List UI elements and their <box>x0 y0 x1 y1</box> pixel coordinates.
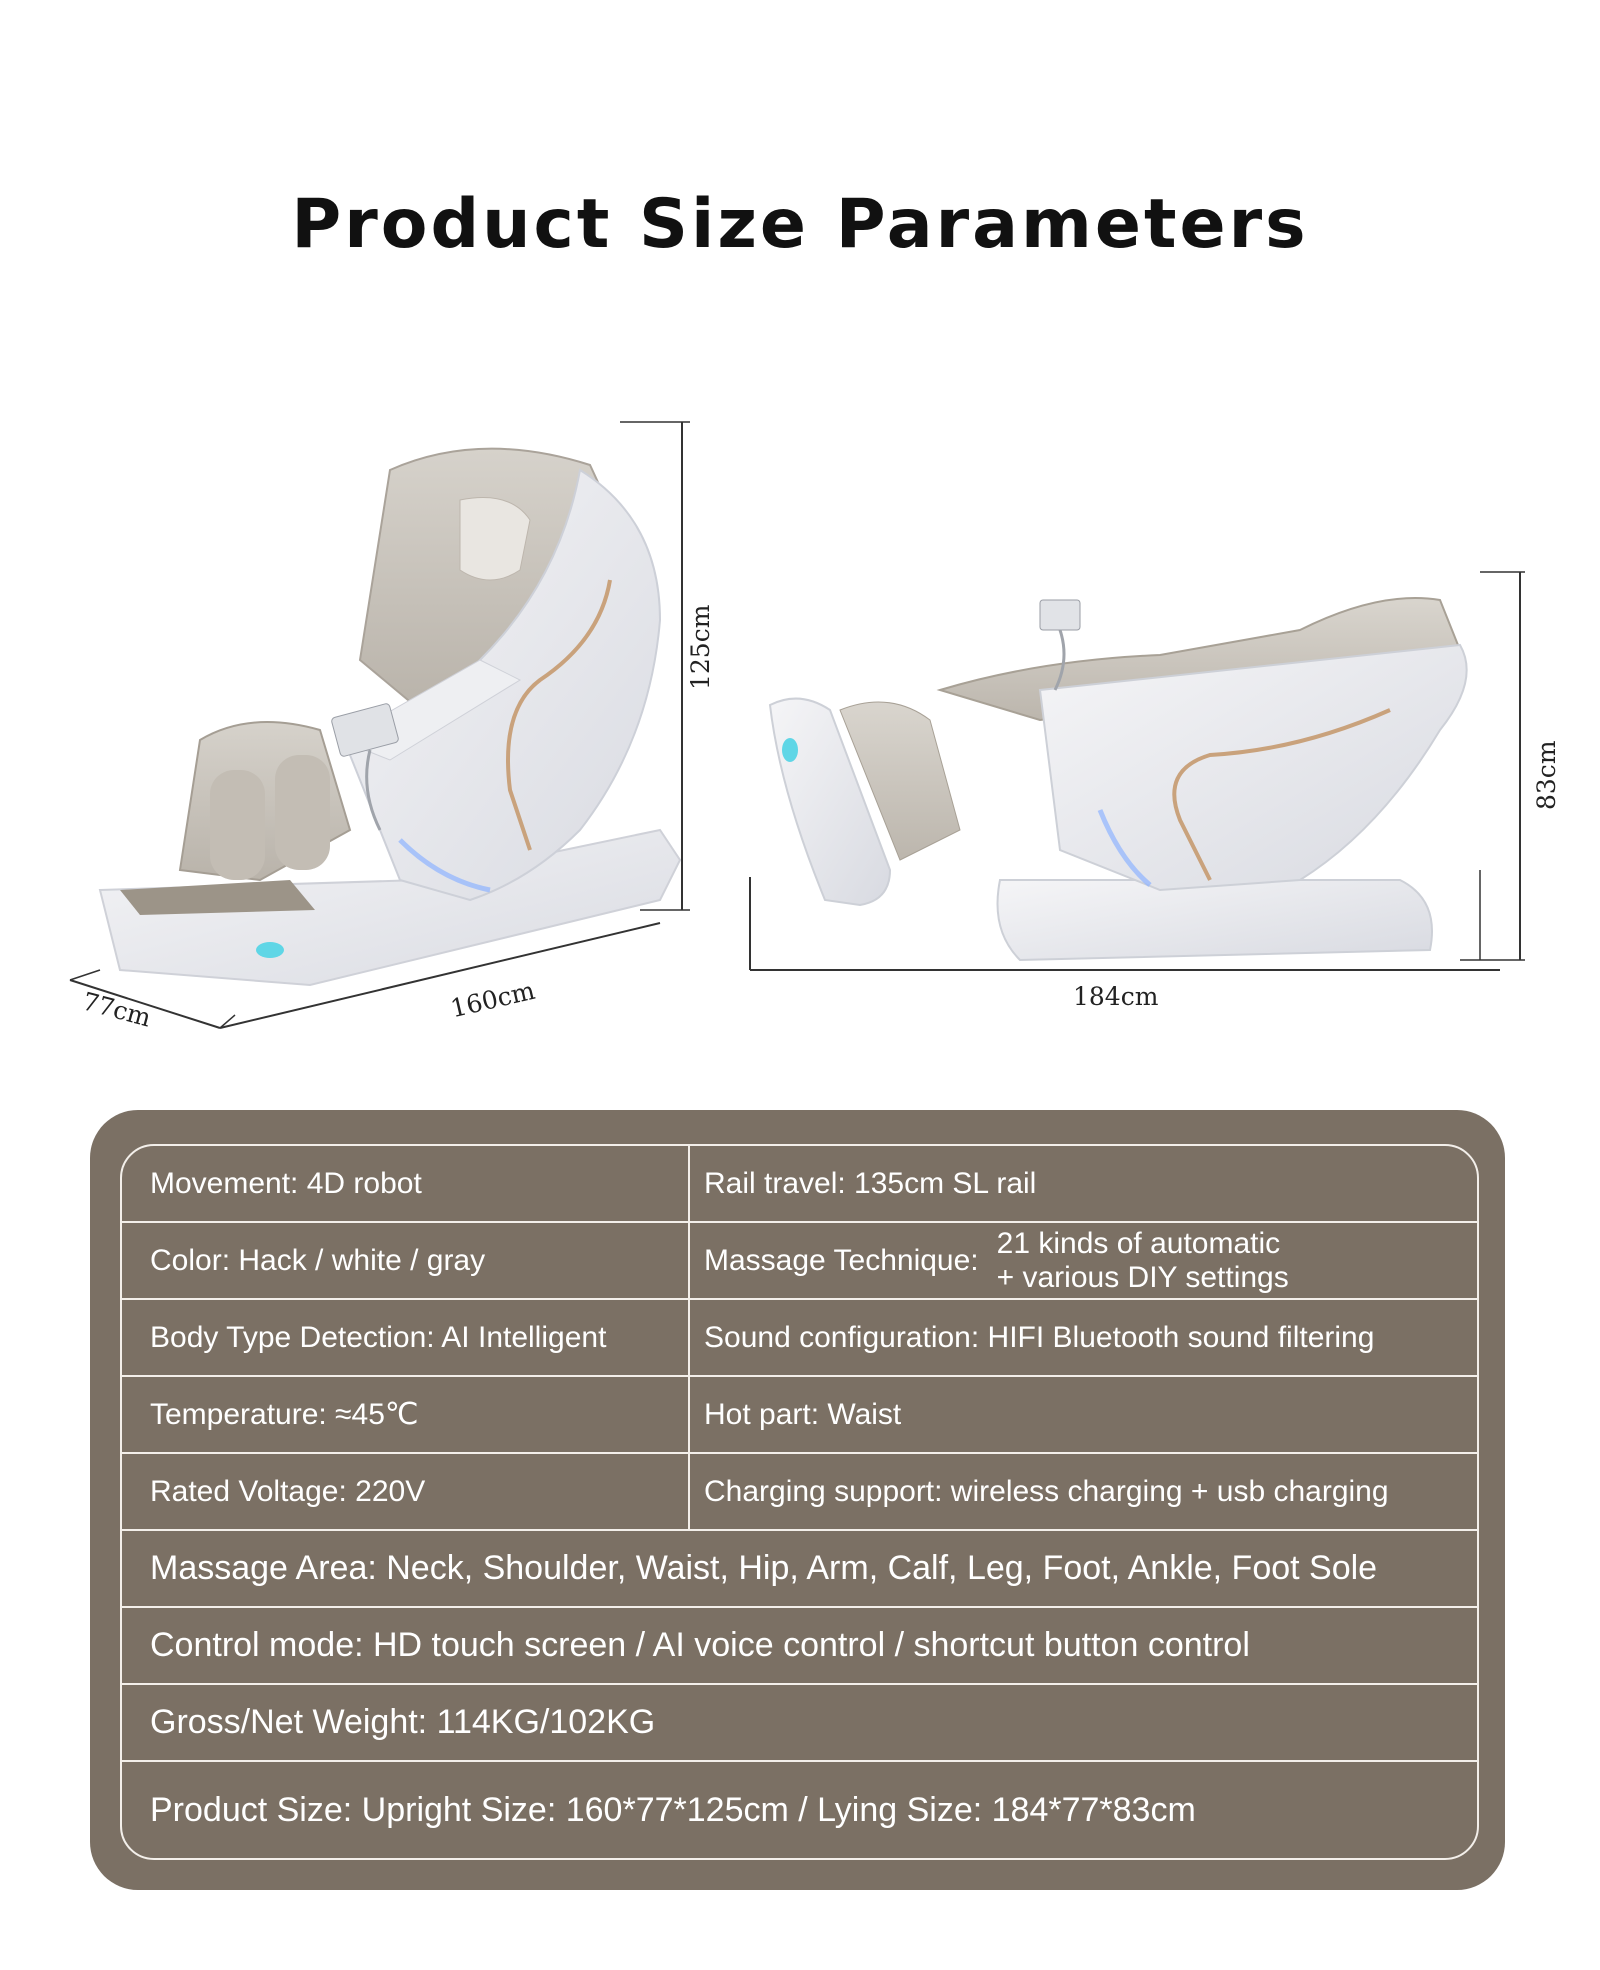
table-row <box>122 1223 1477 1300</box>
spec-sound: Sound configuration: HIFI Bluetooth sound filtering <box>704 1320 1375 1354</box>
spec-table <box>120 1144 1479 1860</box>
spec-voltage: Rated Voltage: 220V <box>122 1454 690 1529</box>
upright-height-label: 125cm <box>686 604 715 690</box>
spec-hot-part: Hot part: Waist <box>704 1397 902 1431</box>
spec-movement: Movement: 4D robot <box>122 1146 690 1221</box>
table-row <box>122 1146 1477 1223</box>
spec-body-type: Body Type Detection: AI Intelligent <box>122 1300 690 1375</box>
table-row <box>122 1300 1477 1377</box>
table-row <box>122 1454 1477 1531</box>
spec-panel <box>90 1110 1505 1890</box>
spec-rail-travel: Rail travel: 135cm SL rail <box>704 1166 1037 1200</box>
table-row <box>122 1685 1477 1762</box>
spec-product-size: Product Size: Upright Size: 160*77*125cm / Lying Size: 184*77*83cm <box>150 1790 1196 1829</box>
upright-chair-image <box>60 410 700 1040</box>
massage-technique-value <box>997 1227 1289 1295</box>
massage-technique-line2: + various DIY settings <box>996 1260 1289 1294</box>
spec-weight: Gross/Net Weight: 114KG/102KG <box>150 1703 656 1741</box>
lying-length-label: 184cm <box>1073 982 1159 1011</box>
upright-length-label: 160cm <box>447 975 538 1024</box>
upright-depth-label: 77cm <box>79 986 155 1033</box>
table-row <box>122 1608 1477 1685</box>
table-row <box>122 1762 1477 1858</box>
spec-massage-technique <box>690 1223 1477 1298</box>
table-row <box>122 1377 1477 1454</box>
page-title: Product Size Parameters <box>291 185 1309 264</box>
spec-temperature: Temperature: ≈45℃ <box>122 1377 690 1452</box>
spec-control-mode: Control mode: HD touch screen / AI voice control / shortcut button control <box>150 1626 1250 1664</box>
spec-charging: Charging support: wireless charging + usb charging <box>704 1474 1389 1508</box>
massage-technique-line1: 21 kinds of automatic <box>996 1226 1281 1260</box>
spec-color: Color: Hack / white / gray <box>122 1223 690 1298</box>
lying-height-label: 83cm <box>1532 740 1561 810</box>
spec-massage-area: Massage Area: Neck, Shoulder, Waist, Hip, Arm, Calf, Leg, Foot, Ankle, Foot Sole <box>150 1549 1378 1587</box>
massage-technique-label: Massage Technique: <box>704 1243 979 1277</box>
table-row <box>122 1531 1477 1608</box>
lying-chair-image <box>740 560 1530 980</box>
